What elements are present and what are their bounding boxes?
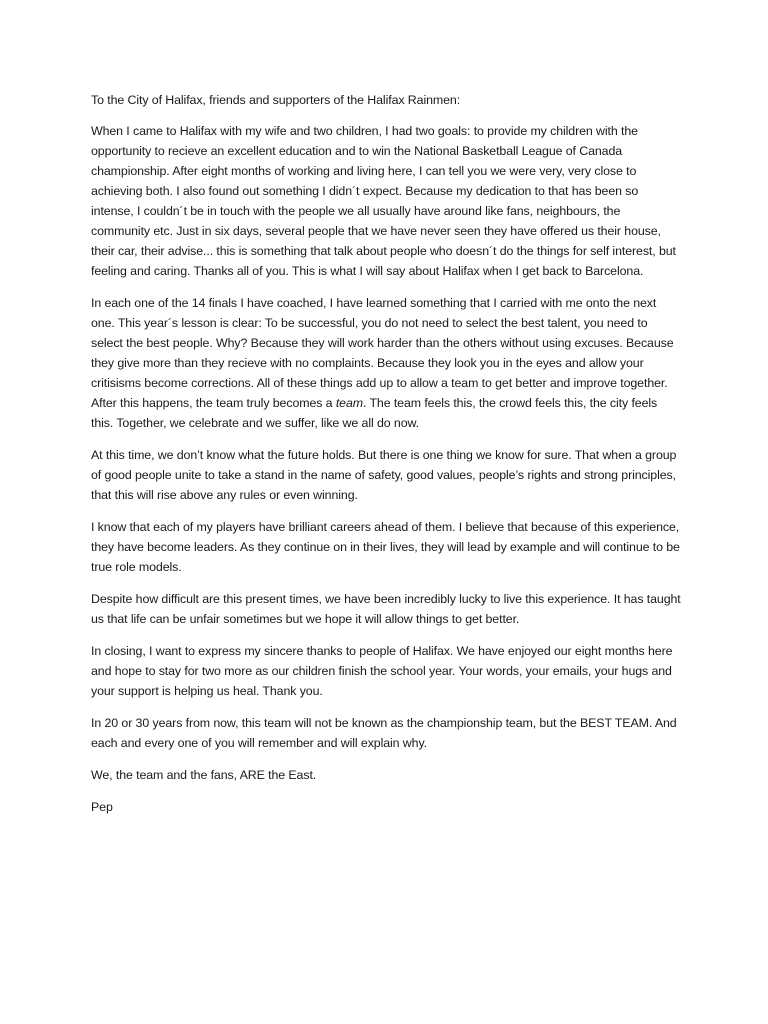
letter-paragraph-6: In closing, I want to express my sincere thanks to people of Halifax. We have enjoyed our eight months here and hope to stay for two more as our children finish the school year. Your words, your emails, your hugs and your support is helping us heal. Thank you. <box>91 644 673 698</box>
paragraph-2-text-before: In each one of the 14 finals I have coached, I have learned something that I carried with me onto the next one. This year´s lesson is clear: To be successful, you do not need to select the best talent, you need to select the best people. Why? Because they will work harder than the others without using excuses. Because they give more than they recieve with no complaints. Because they look you in the eyes and allow your critisisms become corrections. All of these things add up to allow a team to get better and improve together. After this happens, the team truly becomes a <box>91 296 674 410</box>
letter-salutation: To the City of Halifax, friends and supporters of the Halifax Rainmen: <box>91 93 461 107</box>
letter-paragraph-2 <box>91 293 681 433</box>
letter-paragraph-5: Despite how difficult are this present times, we have been incredibly lucky to live this experience. It has taught us that life can be unfair sometimes but we hope it will allow things to get better. <box>91 592 681 626</box>
letter-signature: Pep <box>91 800 113 814</box>
letter-paragraph-3: At this time, we don’t know what the future holds. But there is one thing we know for sure. That when a group of good people unite to take a stand in the name of safety, good values, people’s rights and strong principles, that this will rise above any rules or even winning. <box>91 448 677 502</box>
letter-body <box>91 90 681 829</box>
letter-paragraph-7: In 20 or 30 years from now, this team will not be known as the championship team, but the BEST TEAM. And each and every one of you will remember and will explain why. <box>91 716 677 750</box>
letter-paragraph-4: I know that each of my players have brilliant careers ahead of them. I believe that because of this experience, they have become leaders. As they continue on in their lives, they will lead by example and will continue to be true role models. <box>91 520 680 574</box>
letter-paragraph-8: We, the team and the fans, ARE the East. <box>91 768 317 782</box>
letter-paragraph-1: When I came to Halifax with my wife and two children, I had two goals: to provide my children with the opportunity to recieve an excellent education and to win the National Basketball League of Canada championship. After eight months of working and living here, I can tell you we were very, very close to achieving both. I also found out something I didn´t expect. Because my dedication to that has been so intense, I couldn´t be in touch with the people we all usually have around like fans, neighbours, the community etc. Just in six days, several people that we have never seen they have offered us their house, their car, their advise... this is something that talk about people who doesn´t do the things for self interest, but feeling and caring. Thanks all of you. This is what I will say about Halifax when I get back to Barcelona. <box>91 124 676 278</box>
paragraph-2-text-after: . The team feels this, the crowd feels this, the city feels this. Together, we celebrate and we suffer, like we all do now. <box>91 396 658 430</box>
paragraph-2-emphasis: team <box>335 396 363 410</box>
